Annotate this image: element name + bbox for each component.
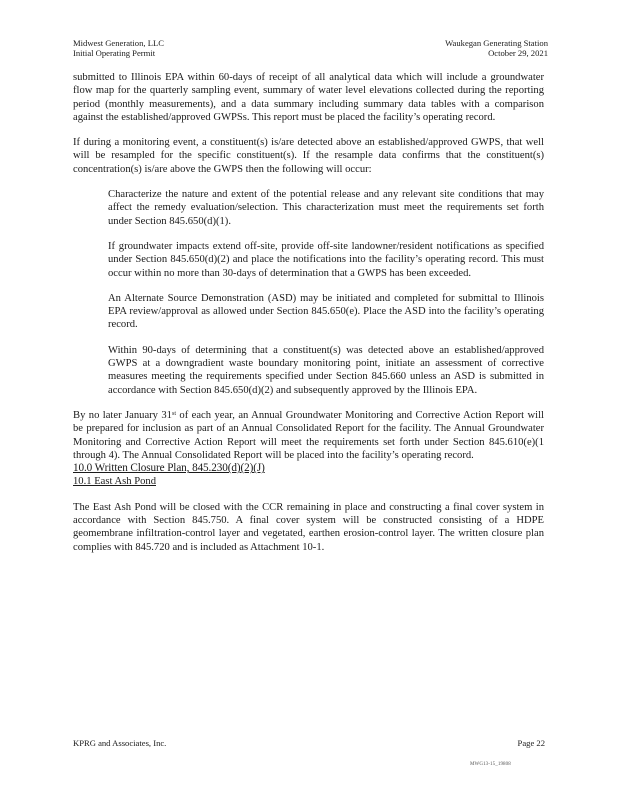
bates-stamp: MWG13-15_19808 (470, 762, 511, 767)
header-station: Waukegan Generating Station (445, 38, 548, 48)
section-heading-closure-plan: 10.0 Written Closure Plan, 845.230(d)(2)(J) (73, 462, 265, 475)
document-body (73, 71, 544, 554)
page-number: Page 22 (517, 738, 545, 748)
list-item-characterize: Characterize the nature and extent of the potential release and any relevant site conditions that may affect the remedy evaluation/selection. This characterization must meet the requirements set forth under Section 845.650(d)(1). (108, 189, 544, 227)
header-right (445, 38, 548, 58)
footer-company: KPRG and Associates, Inc. (73, 738, 167, 748)
header-date: October 29, 2021 (488, 48, 548, 58)
list-item-asd: An Alternate Source Demonstration (ASD) may be initiated and completed for submittal to Illinois EPA review/approval as allowed under Section 845.650(e). Place the ASD into the facility’s operating record. (108, 292, 544, 331)
annual-report-text-start: By no later January 31 (73, 409, 172, 421)
annual-report-text-rest: of each year, an Annual Groundwater Monitoring and Corrective Action Report will be prepared for inclusion as part of an Annual Consolidated Report for the facility. The Annual Groundwater Monitoring and Corrective Action Report will meet the requirements set forth under Section 845.610(e)(1 through 4). The Annual Consolidated Report will be placed into the facility’s operating record. (73, 409, 544, 461)
paragraph-report-submittal: submitted to Illinois EPA within 60-days of receipt of all analytical data which will include a groundwater flow map for the quarterly sampling event, summary of water level elevations collected during the reporting period (monthly measurements), and a data summary including summary data tables with a comparison against the established/approved GWPSs. This report must be placed the facility’s operating record. (73, 72, 544, 123)
header-left (73, 38, 164, 58)
header-company: Midwest Generation, LLC (73, 38, 164, 48)
list-item-notifications: If groundwater impacts extend off-site, provide off-site landowner/resident notifications as specified under Section 845.650(d)(2) and place the notifications into the facility’s operating record. This must occur within no more than 30-days of determination that a GWPS has been exceeded. (108, 240, 544, 279)
header-permit: Initial Operating Permit (73, 48, 156, 58)
ordinal-suffix: st (171, 410, 176, 417)
paragraph-resample: If during a monitoring event, a constituent(s) is/are detected above an established/approved GWPS, that well will be resampled for the specific constituent(s). If the resample data confirms that the constituent(s) concentration(s) is/are above the GWPS then the following will occur: (73, 137, 544, 175)
paragraph-east-ash-pond: The East Ash Pond will be closed with the CCR remaining in place and constructing a final cover system in accordance with Section 845.750. A final cover system will be constructed consisting of a HDPE geomembrane infiltration-control layer and vegetated, earthen erosion-control layer. The written closure plan complies with 845.720 and is included as Attachment 10-1. (73, 501, 544, 553)
subsection-heading-east-ash-pond: 10.1 East Ash Pond (73, 476, 156, 488)
paragraph-annual-report (73, 409, 544, 462)
list-item-corrective-measures: Within 90-days of determining that a constituent(s) was detected above an established/approved GWPS at a downgradient waste boundary monitoring point, initiate an assessment of corrective measures meeting the requirements specified under Section 845.660 unless an ASD is submitted in accordance with Section 845.650(d)(2) and subsequently approved by the Illinois EPA. (108, 344, 544, 396)
